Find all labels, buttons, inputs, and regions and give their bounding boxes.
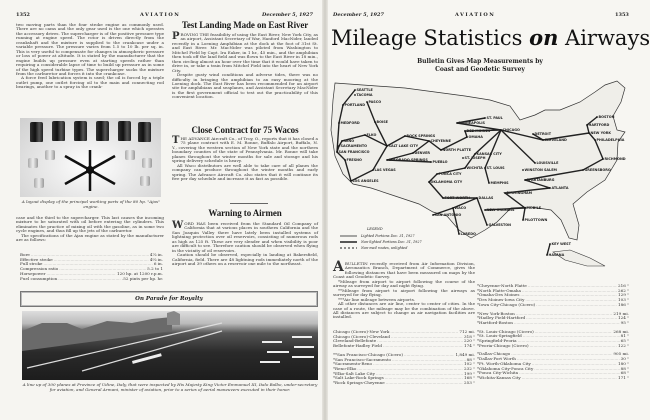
row-label: Chicago (Cicero)-New York	[333, 329, 390, 334]
article-text: Despite gusty wind conditions and adverse tides, there was no difficulty in bringing the amphibian to an easy mooring at the Loening dock. The East River has been recommended for an airport site for amphibians and seaplanes, and Assistant Secretary MacNider is the first government official to test out the practicability of this convenient location.	[172, 72, 318, 100]
row-value: 68 "	[620, 370, 629, 376]
row-value: 253 "	[464, 380, 475, 386]
row-value: 81 "	[620, 333, 629, 339]
row-label: *Ponca City-Wichita	[477, 370, 519, 376]
planes-lineup-image	[22, 311, 318, 380]
article-text: ROVING THE feasibility of using the East River, New York City, as an airport, Assistant Secretary of War, Hanford MacNider, landed recently in a Loening Amphibian at the dock at the foot of 31st St. and East River. Mr. MacNider was piloted from Washington to Mitchel Field by Capt. Ira Eaker, in 1 hr., 45 min., and the amphibian then took off the land field and was flown to the East River in 18 min., then circling almost an hour over the time that it would have taken to drive in, or take a train from Mitchel Field into the heart of New York City.	[172, 32, 318, 73]
city-label: NORTH PLATTE	[442, 148, 472, 153]
title-part: on	[529, 25, 559, 50]
mileage-group	[477, 312, 629, 326]
page-date: December 5, 1927	[333, 12, 384, 18]
footnote: *Mileage from airport to airport following the course of the airway as surveyed for day and night flying.	[333, 278, 475, 289]
article-text: A force feed lubrication system is used; the oil is forced by a triple outlet pump, one outlet forcing oil to the main and connecting rod bearings, another to a spray in the crank-	[16, 75, 164, 90]
right-page	[325, 0, 650, 420]
city-label: PHILADELPHIA	[596, 138, 625, 143]
city-label: ST. JOSEPH	[464, 156, 486, 161]
dot-leader	[536, 303, 617, 308]
city-label: TACOMA	[356, 93, 373, 98]
row-label: Fuel consumption	[20, 275, 58, 281]
city-label: MEMPHIS	[490, 181, 509, 186]
row-label: Effective stroke	[20, 256, 53, 262]
city-label: HAVANA	[548, 253, 565, 258]
mileage-group	[477, 330, 629, 349]
city-label: LAREDO	[460, 232, 476, 237]
close-contract-headline: Close Contract for 75 Wacos	[191, 125, 299, 135]
row-value: 199 "	[464, 370, 475, 376]
mileage-group	[477, 352, 629, 380]
section-divider	[230, 203, 268, 204]
drop-cap: A	[333, 259, 344, 275]
drop-cap: P	[172, 31, 180, 42]
running-title: AVIATION	[455, 12, 496, 18]
test-landing-headline: Test Landing Made on East River	[181, 20, 309, 30]
city-label: MEDFORD	[340, 121, 360, 126]
crankshaft-spider	[60, 148, 120, 193]
row-label: Chicago (Cicero)-Cleveland	[333, 333, 390, 339]
legend-title: LEGEND	[367, 227, 383, 231]
dot-leader	[530, 344, 617, 349]
city-label: FORT WORTH	[444, 196, 470, 201]
mileage-row	[333, 344, 475, 349]
article-title	[331, 25, 650, 50]
row-label: *Springfield-Peoria	[477, 338, 517, 344]
footnote: ***Air line mileage between airports.	[338, 296, 416, 302]
city-label: CLEVELAND	[544, 138, 567, 143]
dot-leader	[386, 381, 463, 386]
mileage-group	[333, 353, 475, 386]
article-text: ORD HAS been received from the Standard Oil Company of California that at various places in southern California and the San Joaquin Valley there have lately been installed systems of lightning protection over oil reservoirs, consisting of numerous rods as high as 125 ft. These are very slender and when visibility is poor are difficult to see. Therefore caution should be observed when flying in the vicinity of oil reservoirs.	[172, 221, 318, 253]
row-value: 712 mi.	[459, 329, 475, 334]
row-label: *Cheyenne-North Platte	[477, 283, 527, 288]
row-label: *Reno-Elko	[333, 365, 357, 371]
test-landing-article	[172, 33, 318, 100]
row-value: 219 mi.	[613, 310, 629, 316]
page-number: 1353	[615, 12, 629, 18]
city-label: PORTLAND	[344, 103, 366, 108]
footnote: **Mileage from airport to airport following the airways as surveyed for day flying.	[333, 287, 475, 298]
subtitle-line: Bulletin Gives Map Measurements by	[417, 58, 543, 65]
city-label: DALLAS	[478, 196, 494, 201]
city-label: PILOTTOWN	[524, 218, 548, 223]
row-value: 180 "	[618, 360, 629, 366]
row-label: *Des Moines-Iowa City	[477, 297, 525, 303]
city-label: ST. PAUL	[486, 116, 503, 121]
city-label: FRESNO	[346, 158, 362, 163]
article-text: All Waco distributors are well able to take care of all planes the company can produce throughout the winter months and early spring. The Advance Aircraft Co. also states that it will continue its five per day schedule and increase it as fast as possible.	[172, 162, 318, 182]
city-label: ATLANTA	[551, 186, 569, 191]
article-text: case and the third to the supercharger. This last causes the incoming mixture to be saturated with oil before entering the cylinders. This eliminates the practice of mixing oil with the gasoline, as in some two cycle engines, and thus fill up the jets of the carburetor.	[16, 215, 164, 234]
row-label: *Hadley Field-Hartford	[477, 315, 526, 321]
city-label: OKLAHOMA CITY	[430, 180, 463, 185]
drop-cap: T	[172, 135, 180, 146]
city-label: KEY WEST	[551, 242, 571, 247]
city-label: DENVER	[414, 151, 431, 156]
row-label: *San Francisco-Sacramento	[333, 356, 391, 362]
row-label: *Sacramento-Reno	[333, 361, 373, 367]
row-value: 6 in.	[153, 261, 163, 267]
row-label: Horsepower	[20, 270, 46, 276]
warning-headline: Warning to Airmen	[208, 208, 282, 218]
city-label: OMAHA	[468, 135, 483, 140]
row-value: 262 "	[618, 287, 629, 293]
row-label: Compression ratio	[20, 266, 59, 272]
airways-map	[325, 80, 650, 280]
row-label: Bellefonte-Hadley Field	[333, 343, 383, 349]
parade-title-box	[20, 291, 318, 307]
city-label: PONCA CITY	[438, 172, 462, 177]
row-label: *St. Louis-Springfield	[477, 333, 522, 339]
page-date: December 5, 1927	[262, 12, 313, 18]
row-label: *Salt Lake-Rock Springs	[333, 375, 384, 381]
city-label: MINNEAPOLIS	[458, 121, 485, 126]
warning-article	[172, 222, 318, 267]
row-value: 4⅝ in.	[149, 256, 163, 262]
dot-leader	[58, 277, 121, 282]
city-label: SAN ANTONIO	[434, 213, 462, 218]
city-label: SPARTANBURG	[526, 178, 555, 183]
city-label: NEW YORK	[590, 131, 612, 136]
row-value: 103 "	[618, 297, 629, 303]
row-value: .52 pints per hp. hr.	[121, 275, 163, 281]
row-value: 1,849 mi.	[455, 351, 475, 357]
mileage-row	[333, 381, 475, 386]
article-text: All other distances are air line, center to center of cities. In the case of a route, the mileage may be the combination of the above. All distances are subject to change as air navigation facilities are installed.	[333, 301, 475, 320]
mileage-row	[477, 344, 629, 349]
city-label: CHEYENNE	[430, 139, 451, 144]
dot-leader	[522, 376, 617, 381]
row-label: Bore	[20, 252, 30, 257]
city-label: BIRMINGHAM	[506, 191, 533, 196]
city-label: COLORADO SPRINGS	[388, 158, 428, 163]
city-label: PUEBLO	[432, 160, 448, 165]
parade-title: On Parade for Royalty	[135, 296, 203, 302]
legend-item: Lighted Portions Dec. 31, 1927	[361, 234, 415, 238]
mileage-row	[477, 303, 629, 308]
mileage-row	[477, 321, 629, 326]
row-value: 905 mi.	[613, 351, 629, 357]
row-value: 186 "	[618, 301, 629, 307]
spec-row	[20, 277, 163, 282]
city-label: LAS VEGAS	[374, 168, 396, 173]
city-label: LOUISVILLE	[536, 161, 559, 166]
city-label: LOS ANGELES	[352, 179, 379, 184]
row-label: *Hartford-Boston	[477, 319, 513, 325]
dot-leader	[383, 344, 463, 349]
row-value: 124 "	[618, 315, 629, 321]
city-label: CHICAGO	[502, 128, 520, 133]
article-text: BULLETIN recently received from Air Information Division, Aeronautics Branch, Department of Commerce, gives the following distances that have been measured on maps by the Coast and Geodetic Survey.	[333, 261, 475, 280]
row-label: *Omaha-Des Moines	[477, 292, 520, 298]
row-value: 95 "	[620, 319, 629, 325]
row-label: *Dallas-Fort Worth	[477, 356, 516, 362]
row-value: 129 "	[618, 292, 629, 298]
engine-article-bottom	[16, 216, 164, 243]
city-label: MOBILE	[526, 206, 542, 211]
row-value: 88 "	[466, 356, 475, 362]
row-value: 171 "	[618, 374, 629, 380]
row-label: *St. Louis-Chicago (Cicero)	[477, 328, 534, 334]
row-label: *Oklahoma City-Ponca City	[477, 365, 534, 371]
row-value: 174 "	[464, 343, 475, 349]
city-label: WINSTON SALEM	[524, 168, 557, 173]
city-label: HARTFORD	[588, 123, 610, 128]
us-outline	[331, 81, 625, 240]
page-gutter	[322, 0, 328, 420]
legend-item: Non-mail routes, unlighted	[361, 246, 408, 250]
city-label: GREENSBORO	[584, 168, 611, 173]
mileage-row	[477, 376, 629, 381]
running-title: AVIATION	[140, 12, 181, 18]
row-value: 102 "	[464, 361, 475, 367]
city-label: PASCO	[368, 100, 382, 105]
row-value: 318 "	[464, 333, 475, 339]
mileage-group	[333, 330, 475, 349]
row-value: 65 "	[620, 338, 629, 344]
article-text: Caution should be observed, especially in landing at Bakersfield, California, field. There are 48 lightning rods immediately north of the airport and 39 others on a reservoir one mile to the northeast.	[172, 252, 318, 267]
row-value: 88 "	[620, 365, 629, 371]
row-value: 232 "	[464, 365, 475, 371]
subtitle-line: Coast and Geodetic Survey	[435, 66, 525, 73]
city-label: KANSAS CITY	[476, 152, 502, 157]
city-label: SEATTLE	[356, 88, 373, 93]
row-label: *Elko-Salt Lake City	[333, 370, 375, 376]
engine-parts-photo	[20, 118, 161, 197]
article-text: The specifications of the Ajax engine as stated by the manufacturer are as follows:	[16, 232, 164, 243]
parade-caption: A line up of 300 planes at Province of Udine, Italy, that were inspected by His Majesty King Victor Emmanuel III, Italo Balbo, under-secretary for aviation, and General Armani, minister of aviation, prior to a series of aerial maneuvers executed in their honor.	[22, 382, 318, 392]
row-label: **San Francisco-Chicago (Cicero)	[333, 351, 403, 357]
row-value: 120 hp. at 1200 r.p.m.	[117, 270, 163, 276]
city-label: BOSTON	[598, 115, 615, 120]
bulletin-text	[333, 259, 475, 320]
parade-photo	[22, 311, 318, 380]
city-label: DETROIT	[534, 132, 552, 137]
row-value: 220 "	[464, 338, 475, 344]
city-label: SAN FRANCISCO	[338, 150, 370, 155]
row-value: 5.2 to 1	[147, 266, 163, 272]
mileage-table-right	[477, 284, 629, 385]
city-label: SALT LAKE CITY	[388, 144, 419, 149]
row-label: Full stroke	[20, 261, 43, 267]
city-label: ELKO	[366, 133, 377, 138]
city-label: DES MOINES	[466, 129, 491, 134]
row-value: 122 "	[618, 342, 629, 348]
row-label: *North Platte-Omaha	[477, 287, 521, 293]
row-value: 30 "	[620, 356, 629, 362]
row-label: *New York-Boston	[477, 310, 515, 316]
row-label: Cleveland-Bellefonte	[333, 338, 377, 344]
row-label: *Rock Springs-Cheyenne	[333, 380, 385, 386]
row-label: *Iowa City-Chicago (Cicero)	[477, 301, 536, 307]
row-label: *Peoria-Chicago (Cicero)	[477, 342, 529, 348]
engine-specs-table	[20, 253, 163, 281]
row-value: 4⅞ in.	[149, 252, 163, 257]
row-label: *Wichita-Kansas City	[477, 374, 521, 380]
row-value: 168 "	[464, 375, 475, 381]
article-text: two moving parts than the four stroke engine as commonly used. There are no cams and the only gear used is the one which operates the accessory drives. The supercharger is of the positive pressure type running at engine speed. The rotor is driven directly from the crankshaft and the mixture is supplied to the crankcase under a variable pressure. The pressure varies from 1.5 to 10 lb. per sq. in. This is very useful to compensate for changes in atmospheric pressure or loss of power at altitude. It is stated by the manufacturer that the engine builds up pressure even at starting speeds rather than requiring a considerable lapse of time to build up pressure as in some of the high speed turbine types. The supercharger sucks the mixture from the carburetor and forces it into the crankcase.	[16, 22, 164, 76]
engine-photo-caption: A layout display of the principal working parts of the 80 hp. "Ajax" engine.	[21, 199, 161, 209]
article-subtitle	[325, 58, 635, 74]
city-label: BOISE	[376, 120, 388, 125]
city-label: RICHMOND	[604, 157, 626, 162]
city-label: WICHITA	[466, 166, 483, 171]
dot-leader	[514, 321, 620, 326]
page-number: 1352	[16, 12, 30, 18]
mileage-table-left	[333, 330, 475, 390]
city-label: RENO	[343, 139, 355, 144]
row-value: 216 "	[618, 283, 629, 288]
city-label: ST. LOUIS	[486, 166, 505, 171]
row-value: 268 mi.	[613, 328, 629, 334]
article-text: HE ADVANCE Aircraft Co., of Troy, O., reports that it has closed a 75 plane contract with E. M. Ronne, Buffalo Airport, Buffalo, N. Y., covering the western section of New York state and the northern boundary counties of the state of Pennsylvania. Mr. Ronne will take planes throughout the winter months for sale and storage and his spring delivery schedule is heavy.	[172, 136, 318, 164]
row-label: *Ft. Worth-Oklahoma City	[477, 360, 531, 366]
city-label: GALVESTON	[488, 223, 512, 228]
close-contract-article	[172, 137, 318, 182]
title-part: Airways	[558, 26, 650, 50]
drop-cap: W	[172, 220, 184, 231]
city-label: SACRAMENTO	[340, 144, 368, 149]
city-label: ROCK SPRINGS	[406, 134, 436, 139]
city-label: WACO	[454, 206, 467, 211]
engine-article-top	[16, 23, 164, 90]
row-label: *Dallas-Chicago	[477, 351, 511, 357]
city-label: NEW ORLEANS	[486, 208, 515, 213]
legend-item: Non-lighted Portions Dec. 31, 1927	[361, 240, 422, 244]
mileage-group	[477, 284, 629, 308]
title-part: Mileage Statistics	[331, 26, 530, 50]
